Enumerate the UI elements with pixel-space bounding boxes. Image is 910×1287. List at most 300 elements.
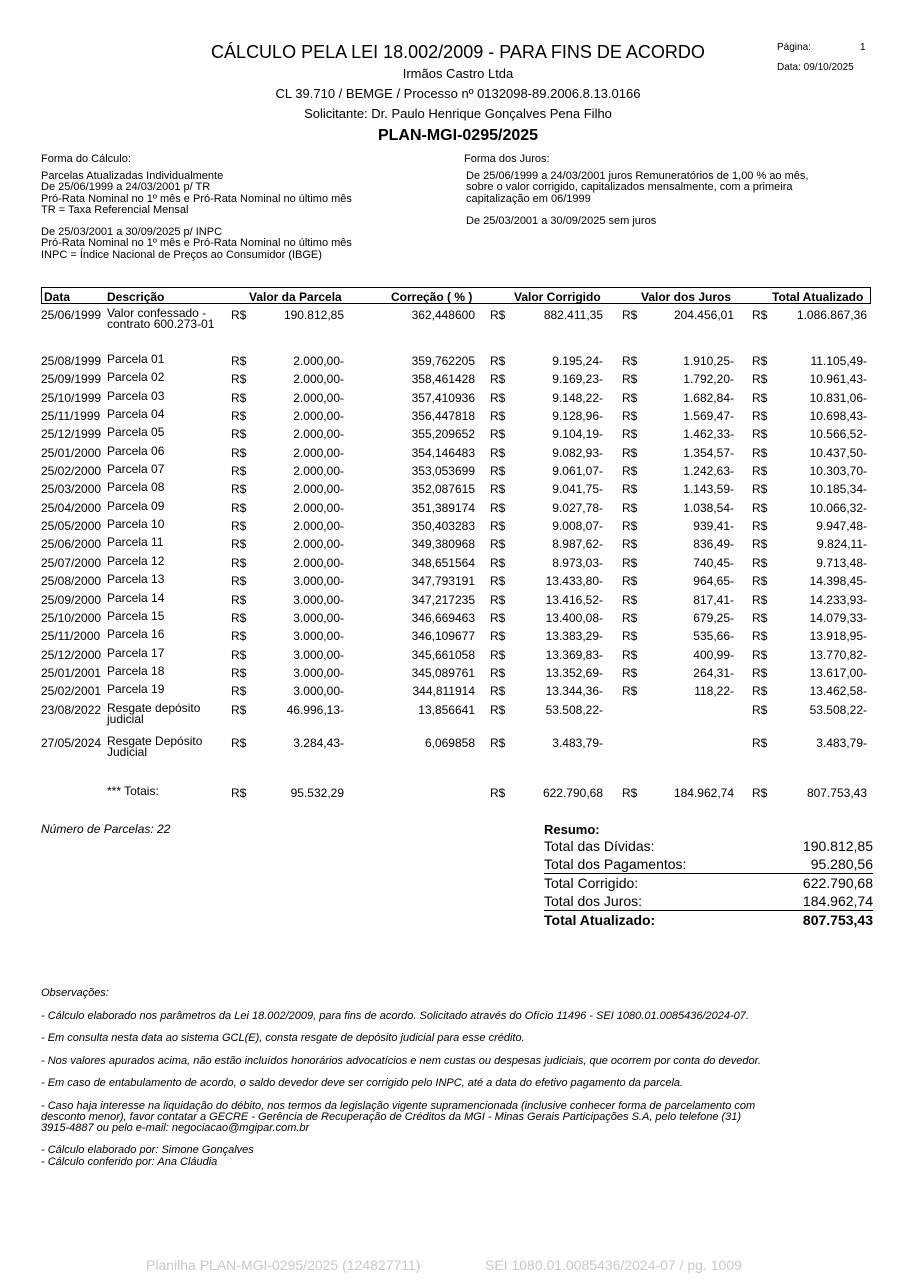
currency-label: R$ xyxy=(490,648,506,662)
observation-line: - Em consulta nesta data ao sistema GCL(E), consta resgate de depósito judicial para esse crédito. xyxy=(41,1032,525,1044)
row-description: Parcela 07 xyxy=(107,462,165,476)
row-correction: 346,109677 xyxy=(411,629,475,643)
table-row xyxy=(0,482,910,500)
totals-interest: 184.962,74 xyxy=(673,786,734,800)
currency-label: R$ xyxy=(622,501,638,515)
row-correction: 362,448600 xyxy=(411,308,475,322)
row-total-value: 10.566,52- xyxy=(809,427,867,441)
currency-label: R$ xyxy=(490,391,506,405)
table-row xyxy=(0,701,910,726)
currency-label: R$ xyxy=(231,308,247,322)
row-parcel-value: 3.000,00- xyxy=(293,648,344,662)
row-description: Parcela 01 xyxy=(107,352,165,366)
row-correction: 352,087615 xyxy=(411,482,475,496)
row-date: 25/10/2000 xyxy=(41,611,102,625)
currency-label: R$ xyxy=(231,666,247,680)
summary-value: 622.790,68 xyxy=(802,875,873,891)
row-parcel-value: 3.284,43- xyxy=(293,736,344,750)
calc-form-line: TR = Taxa Referencial Mensal xyxy=(41,204,189,216)
row-interest-value: 817,41- xyxy=(693,593,734,607)
row-interest-value: 1.682,84- xyxy=(683,391,734,405)
row-parcel-value: 2.000,00- xyxy=(293,501,344,515)
row-description: Parcela 10 xyxy=(107,517,165,531)
summary-divider xyxy=(544,910,873,911)
currency-label: R$ xyxy=(752,427,768,441)
currency-label: R$ xyxy=(490,736,506,750)
row-parcel-value: 3.000,00- xyxy=(293,684,344,698)
row-correction: 345,089761 xyxy=(411,666,475,680)
summary-divider xyxy=(544,873,873,874)
currency-label: R$ xyxy=(231,427,247,441)
row-interest-value: 1.143,59- xyxy=(683,482,734,496)
observations-label: Observações: xyxy=(41,987,109,999)
summary-corrected xyxy=(544,875,873,893)
interest-form-line: capitalização em 06/1999 xyxy=(466,193,591,205)
summary-title: Resumo: xyxy=(544,822,600,837)
calc-form-line: De 25/03/2001 a 30/09/2025 p/ INPC xyxy=(41,226,223,238)
row-description: Parcela 18 xyxy=(107,664,165,678)
row-total-value: 9.947,48- xyxy=(816,519,867,533)
currency-label: R$ xyxy=(622,464,638,478)
currency-label: R$ xyxy=(231,629,247,643)
row-correction: 347,793191 xyxy=(411,574,475,588)
col-header-interest: Valor dos Juros xyxy=(641,290,732,304)
col-header-parcel: Valor da Parcela xyxy=(249,290,342,304)
col-header-corrected: Valor Corrigido xyxy=(514,290,601,304)
row-corrected-value: 8.973,03- xyxy=(552,556,603,570)
row-corrected-value: 13.344,36- xyxy=(545,684,603,698)
calc-form-label: Forma do Cálculo: xyxy=(41,153,131,165)
requester: Solicitante: Dr. Paulo Henrique Gonçalves Pena Filho xyxy=(304,106,612,121)
row-parcel-value: 46.996,13- xyxy=(286,703,344,717)
row-total-value: 9.713,48- xyxy=(816,556,867,570)
interest-form-line: De 25/06/1999 a 24/03/2001 juros Remuneratórios de 1,00 % ao mês, xyxy=(466,170,809,182)
row-description: Resgate Depósito Judicial xyxy=(107,734,203,759)
currency-label: R$ xyxy=(752,629,768,643)
row-correction: 355,209652 xyxy=(411,427,475,441)
row-interest-value: 964,65- xyxy=(693,574,734,588)
currency-label: R$ xyxy=(490,556,506,570)
currency-label: R$ xyxy=(752,684,768,698)
observation-line: - Cálculo elaborado por: Simone Gonçalves xyxy=(41,1144,254,1156)
currency-label: R$ xyxy=(622,611,638,625)
currency-label: R$ xyxy=(490,482,506,496)
row-description: Parcela 16 xyxy=(107,627,165,641)
currency-label: R$ xyxy=(622,629,638,643)
currency-label: R$ xyxy=(231,372,247,386)
currency-label: R$ xyxy=(622,308,638,322)
row-total-value: 10.698,43- xyxy=(809,409,867,423)
row-corrected-value: 9.169,23- xyxy=(552,372,603,386)
totals-total: 807.753,43 xyxy=(806,786,867,800)
currency-label: R$ xyxy=(622,786,638,800)
row-description: Parcela 08 xyxy=(107,480,165,494)
interest-form-line: De 25/03/2001 a 30/09/2025 sem juros xyxy=(466,215,657,227)
row-corrected-value: 9.082,93- xyxy=(552,446,603,460)
table-row xyxy=(0,629,910,647)
currency-label: R$ xyxy=(752,308,768,322)
row-total-value: 14.233,93- xyxy=(809,593,867,607)
row-correction: 350,403283 xyxy=(411,519,475,533)
row-date: 25/01/2000 xyxy=(41,446,102,460)
row-corrected-value: 8.987,62- xyxy=(552,537,603,551)
row-date: 27/05/2024 xyxy=(41,736,102,750)
row-parcel-value: 3.000,00- xyxy=(293,593,344,607)
row-date: 25/10/1999 xyxy=(41,391,102,405)
interest-form-label: Forma dos Juros: xyxy=(464,153,550,165)
calc-form-line: Pró-Rata Nominal no 1º mês e Pró-Rata Nominal no último mês xyxy=(41,193,352,205)
row-total-value: 13.617,00- xyxy=(809,666,867,680)
summary-payments xyxy=(544,856,873,874)
row-description: Parcela 13 xyxy=(107,572,165,586)
row-parcel-value: 2.000,00- xyxy=(293,446,344,460)
row-corrected-value: 13.416,52- xyxy=(545,593,603,607)
row-interest-value: 1.242,63- xyxy=(683,464,734,478)
currency-label: R$ xyxy=(622,593,638,607)
row-correction: 354,146483 xyxy=(411,446,475,460)
currency-label: R$ xyxy=(231,611,247,625)
document-title: CÁLCULO PELA LEI 18.002/2009 - PARA FINS DE ACORDO xyxy=(211,42,705,62)
observation-line: - Em caso de entabulamento de acordo, o saldo devedor deve ser corrigido pelo INPC, até a data do efetivo pagamento da parcela. xyxy=(41,1077,684,1089)
company-name: Irmãos Castro Ltda xyxy=(402,66,514,81)
row-date: 25/08/1999 xyxy=(41,354,102,368)
row-corrected-value: 9.148,22- xyxy=(552,391,603,405)
row-date: 25/06/2000 xyxy=(41,537,102,551)
row-corrected-value: 3.483,79- xyxy=(552,736,603,750)
page-number: 1 xyxy=(860,42,866,53)
row-description: Resgate depósito judicial xyxy=(107,701,201,726)
currency-label: R$ xyxy=(490,501,506,515)
footer-plan: Planilha PLAN-MGI-0295/2025 (124827711) xyxy=(146,1257,421,1273)
currency-label: R$ xyxy=(231,537,247,551)
calc-form-line: De 25/06/1999 a 24/03/2001 p/ TR xyxy=(41,181,211,193)
row-corrected-value: 9.061,07- xyxy=(552,464,603,478)
currency-label: R$ xyxy=(490,372,506,386)
currency-label: R$ xyxy=(231,409,247,423)
currency-label: R$ xyxy=(752,372,768,386)
currency-label: R$ xyxy=(490,666,506,680)
summary-debts xyxy=(544,838,873,856)
row-interest-value: 836,49- xyxy=(693,537,734,551)
row-date: 25/11/2000 xyxy=(41,629,101,643)
row-correction: 345,661058 xyxy=(411,648,475,662)
summary-value: 95.280,56 xyxy=(810,856,873,872)
row-description: Parcela 19 xyxy=(107,682,165,696)
currency-label: R$ xyxy=(231,464,247,478)
totals-row xyxy=(0,786,910,804)
currency-label: R$ xyxy=(490,684,506,698)
row-parcel-value: 2.000,00- xyxy=(293,556,344,570)
currency-label: R$ xyxy=(490,703,506,717)
currency-label: R$ xyxy=(231,684,247,698)
row-parcel-value: 2.000,00- xyxy=(293,354,344,368)
totals-label: *** Totais: xyxy=(107,784,159,798)
currency-label: R$ xyxy=(231,786,247,800)
row-parcel-value: 3.000,00- xyxy=(293,574,344,588)
currency-label: R$ xyxy=(231,648,247,662)
currency-label: R$ xyxy=(490,464,506,478)
row-description: Parcela 15 xyxy=(107,609,165,623)
row-interest-value: 939,41- xyxy=(693,519,734,533)
row-corrected-value: 13.352,69- xyxy=(545,666,603,680)
row-correction: 13,856641 xyxy=(418,703,475,717)
currency-label: R$ xyxy=(490,446,506,460)
row-description: Parcela 09 xyxy=(107,499,165,513)
table-header xyxy=(41,287,871,304)
row-total-value: 10.961,43- xyxy=(809,372,867,386)
row-interest-value: 1.910,25- xyxy=(683,354,734,368)
row-total-value: 13.918,95- xyxy=(809,629,867,643)
col-header-total: Total Atualizado xyxy=(772,290,864,304)
row-date: 25/01/2001 xyxy=(41,666,102,680)
row-correction: 6,069858 xyxy=(424,736,475,750)
row-correction: 346,669463 xyxy=(411,611,475,625)
currency-label: R$ xyxy=(622,391,638,405)
row-description: Parcela 11 xyxy=(107,535,164,549)
row-corrected-value: 9.104,19- xyxy=(552,427,603,441)
summary-label: Total Atualizado: xyxy=(544,912,656,928)
row-parcel-value: 3.000,00- xyxy=(293,629,344,643)
table-row xyxy=(0,427,910,445)
row-total-value: 14.398,45- xyxy=(809,574,867,588)
row-interest-value: 1.354,57- xyxy=(683,446,734,460)
row-parcel-value: 2.000,00- xyxy=(293,482,344,496)
row-corrected-value: 9.027,78- xyxy=(552,501,603,515)
row-description: Parcela 17 xyxy=(107,646,165,660)
col-header-desc: Descrição xyxy=(107,290,165,304)
interest-form-line: sobre o valor corrigido, capitalizados mensalmente, com a primeira xyxy=(466,181,793,193)
row-total-value: 1.086.867,36 xyxy=(796,308,867,322)
row-date: 25/02/2001 xyxy=(41,684,102,698)
row-parcel-value: 2.000,00- xyxy=(293,519,344,533)
row-correction: 356,447818 xyxy=(411,409,475,423)
row-date: 25/02/2000 xyxy=(41,464,102,478)
row-correction: 351,389174 xyxy=(411,501,475,515)
summary-label: Total dos Pagamentos: xyxy=(544,856,687,872)
currency-label: R$ xyxy=(490,629,506,643)
row-description: Parcela 14 xyxy=(107,591,165,605)
row-total-value: 3.483,79- xyxy=(816,736,867,750)
row-corrected-value: 9.041,75- xyxy=(552,482,603,496)
currency-label: R$ xyxy=(490,537,506,551)
currency-label: R$ xyxy=(622,684,638,698)
currency-label: R$ xyxy=(752,736,768,750)
currency-label: R$ xyxy=(752,611,768,625)
process-number: CL 39.710 / BEMGE / Processo nº 0132098-89.2006.8.13.0166 xyxy=(275,86,641,101)
row-parcel-value: 3.000,00- xyxy=(293,611,344,625)
totals-corrected: 622.790,68 xyxy=(542,786,603,800)
currency-label: R$ xyxy=(231,446,247,460)
currency-label: R$ xyxy=(231,482,247,496)
currency-label: R$ xyxy=(622,666,638,680)
currency-label: R$ xyxy=(490,611,506,625)
summary-value: 807.753,43 xyxy=(802,912,873,928)
currency-label: R$ xyxy=(752,446,768,460)
summary-value: 190.812,85 xyxy=(802,838,873,854)
currency-label: R$ xyxy=(752,666,768,680)
currency-label: R$ xyxy=(752,556,768,570)
row-interest-value: 1.569,47- xyxy=(683,409,734,423)
row-total-value: 9.824,11- xyxy=(817,537,867,551)
totals-parcel: 95.532,29 xyxy=(290,786,344,800)
row-interest-value: 400,99- xyxy=(693,648,734,662)
currency-label: R$ xyxy=(622,537,638,551)
row-date: 25/06/1999 xyxy=(41,308,102,322)
row-date: 25/12/1999 xyxy=(41,427,102,441)
currency-label: R$ xyxy=(622,556,638,570)
row-date: 25/09/2000 xyxy=(41,593,102,607)
col-header-date: Data xyxy=(44,290,71,304)
currency-label: R$ xyxy=(752,519,768,533)
currency-label: R$ xyxy=(752,703,768,717)
document-date: Data: 09/10/2025 xyxy=(777,62,854,73)
currency-label: R$ xyxy=(490,519,506,533)
row-total-value: 10.831,06- xyxy=(809,391,867,405)
row-date: 25/05/2000 xyxy=(41,519,102,533)
row-parcel-value: 2.000,00- xyxy=(293,427,344,441)
observation-line: 3915-4887 ou pelo e-mail: negociacao@mgipar.com.br xyxy=(41,1122,310,1134)
row-interest-value: 1.038,54- xyxy=(683,501,734,515)
currency-label: R$ xyxy=(622,519,638,533)
currency-label: R$ xyxy=(490,574,506,588)
row-parcel-value: 190.812,85 xyxy=(283,308,344,322)
summary-label: Total dos Juros: xyxy=(544,893,643,909)
currency-label: R$ xyxy=(752,574,768,588)
currency-label: R$ xyxy=(490,308,506,322)
currency-label: R$ xyxy=(752,786,768,800)
currency-label: R$ xyxy=(622,482,638,496)
row-corrected-value: 13.369,83- xyxy=(545,648,603,662)
observation-line: - Cálculo elaborado nos parâmetros da Lei 18.002/2009, para fins de acordo. Solicitado através do Ofício 11496 - SEI 1080.01.0085436/2024-07. xyxy=(41,1010,749,1022)
currency-label: R$ xyxy=(752,409,768,423)
currency-label: R$ xyxy=(490,354,506,368)
table-row xyxy=(0,574,910,592)
row-description: Valor confessado - contrato 600.273-01 xyxy=(107,306,215,331)
row-total-value: 10.066,32- xyxy=(809,501,867,515)
row-corrected-value: 9.008,07- xyxy=(552,519,603,533)
observation-line: - Cálculo conferido por: Ana Cláudia xyxy=(41,1156,218,1168)
summary-interest xyxy=(544,893,873,911)
summary-updated xyxy=(544,912,873,930)
row-date: 25/09/1999 xyxy=(41,372,102,386)
table-row xyxy=(0,306,910,331)
row-date: 25/11/1999 xyxy=(41,409,101,423)
row-interest-value: 740,45- xyxy=(693,556,734,570)
currency-label: R$ xyxy=(490,786,506,800)
row-parcel-value: 2.000,00- xyxy=(293,409,344,423)
currency-label: R$ xyxy=(231,501,247,515)
row-correction: 358,461428 xyxy=(411,372,475,386)
calc-form-line: Pró-Rata Nominal no 1º mês e Pró-Rata Nominal no último mês xyxy=(41,237,352,249)
row-correction: 348,651564 xyxy=(411,556,475,570)
row-total-value: 14.079,33- xyxy=(809,611,867,625)
row-total-value: 10.185,34- xyxy=(809,482,867,496)
row-parcel-value: 2.000,00- xyxy=(293,464,344,478)
currency-label: R$ xyxy=(622,574,638,588)
currency-label: R$ xyxy=(231,519,247,533)
currency-label: R$ xyxy=(752,482,768,496)
footer-sei: SEI 1080.01.0085436/2024-07 / pg. 1009 xyxy=(485,1257,742,1273)
row-correction: 349,380968 xyxy=(411,537,475,551)
row-date: 25/08/2000 xyxy=(41,574,102,588)
row-date: 25/12/2000 xyxy=(41,648,102,662)
summary-value: 184.962,74 xyxy=(802,893,873,909)
num-parcels: Número de Parcelas: 22 xyxy=(41,822,171,836)
observation-line: - Nos valores apurados acima, não estão incluídos honorários advocatícios e nem custas ou despesas judiciais, que ocorrem por conta do devedor. xyxy=(41,1055,761,1067)
summary-label: Total Corrigido: xyxy=(544,875,639,891)
currency-label: R$ xyxy=(752,648,768,662)
row-corrected-value: 13.383,29- xyxy=(545,629,603,643)
currency-label: R$ xyxy=(231,703,247,717)
currency-label: R$ xyxy=(752,464,768,478)
observation-line: desconto menor), favor contatar a GECRE - Gerência de Recuperação de Créditos da MGI - Minas Gerais Participações S.A, pelo telefone (31) xyxy=(41,1111,742,1123)
currency-label: R$ xyxy=(231,593,247,607)
row-date: 25/07/2000 xyxy=(41,556,102,570)
row-corrected-value: 53.508,22- xyxy=(545,703,603,717)
row-parcel-value: 2.000,00- xyxy=(293,372,344,386)
row-correction: 359,762205 xyxy=(411,354,475,368)
row-interest-value: 679,25- xyxy=(693,611,734,625)
row-corrected-value: 13.400,08- xyxy=(545,611,603,625)
currency-label: R$ xyxy=(490,593,506,607)
page-label: Página: xyxy=(777,42,811,53)
row-date: 25/03/2000 xyxy=(41,482,102,496)
row-description: Parcela 12 xyxy=(107,554,165,568)
currency-label: R$ xyxy=(752,593,768,607)
row-correction: 347,217235 xyxy=(411,593,475,607)
row-interest-value: 535,66- xyxy=(693,629,734,643)
currency-label: R$ xyxy=(231,354,247,368)
currency-label: R$ xyxy=(622,446,638,460)
row-parcel-value: 2.000,00- xyxy=(293,391,344,405)
row-interest-value: 204.456,01 xyxy=(673,308,734,322)
row-description: Parcela 06 xyxy=(107,444,165,458)
row-correction: 344,811914 xyxy=(412,684,475,698)
row-description: Parcela 05 xyxy=(107,425,165,439)
currency-label: R$ xyxy=(752,391,768,405)
currency-label: R$ xyxy=(752,501,768,515)
row-date: 25/04/2000 xyxy=(41,501,102,515)
currency-label: R$ xyxy=(622,372,638,386)
summary-label: Total das Dívidas: xyxy=(544,838,655,854)
row-total-value: 10.303,70- xyxy=(809,464,867,478)
calc-form-line: Parcelas Atualizadas Individualmente xyxy=(41,170,224,182)
currency-label: R$ xyxy=(752,537,768,551)
row-total-value: 11.105,49- xyxy=(810,354,867,368)
row-date: 23/08/2022 xyxy=(41,703,102,717)
row-total-value: 53.508,22- xyxy=(809,703,867,717)
row-total-value: 10.437,50- xyxy=(809,446,867,460)
row-interest-value: 264,31- xyxy=(693,666,734,680)
currency-label: R$ xyxy=(490,427,506,441)
row-total-value: 13.770,82- xyxy=(809,648,867,662)
row-corrected-value: 13.433,80- xyxy=(545,574,603,588)
currency-label: R$ xyxy=(622,354,638,368)
currency-label: R$ xyxy=(231,736,247,750)
currency-label: R$ xyxy=(231,391,247,405)
row-corrected-value: 882.411,35 xyxy=(543,308,603,322)
currency-label: R$ xyxy=(231,574,247,588)
row-description: Parcela 02 xyxy=(107,370,165,384)
currency-label: R$ xyxy=(752,354,768,368)
observation-line: - Caso haja interesse na liquidação do débito, nos termos da legislação vigente supramencionada (inclusive conhecer forma de parcelamento com xyxy=(41,1100,756,1112)
row-description: Parcela 03 xyxy=(107,389,165,403)
table-row xyxy=(0,734,910,759)
row-interest-value: 1.792,20- xyxy=(683,372,734,386)
currency-label: R$ xyxy=(622,409,638,423)
row-description: Parcela 04 xyxy=(107,407,165,421)
row-correction: 353,053699 xyxy=(411,464,475,478)
